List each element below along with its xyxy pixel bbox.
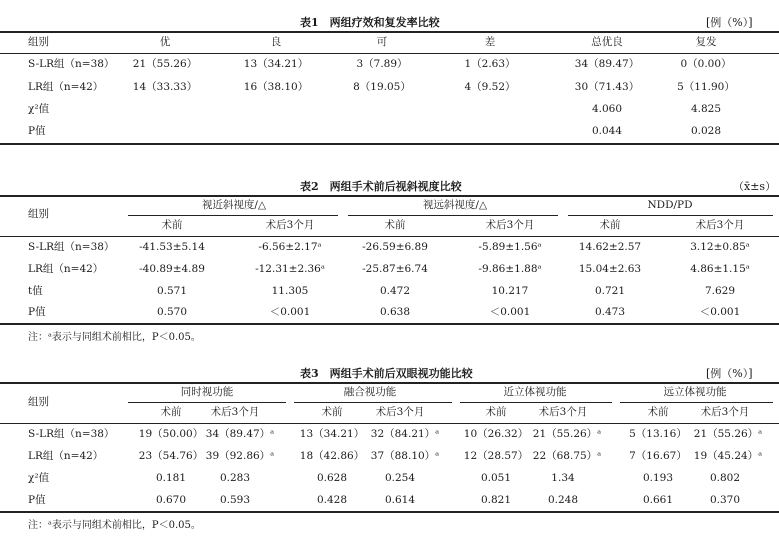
table3-colgroup: 融合视功能 [343, 386, 397, 398]
table3-cell: 10（26.32） [463, 428, 529, 440]
table2-colgroup-ndd: NDD/PD [647, 199, 693, 211]
table2-colgroup-rule [348, 215, 558, 216]
table3-cell: 21（55.26）ᵃ [693, 428, 763, 440]
table2-cell: 0.638 [379, 306, 411, 318]
table3-subheader: 术后3个月 [210, 406, 260, 418]
table2-note: 注：ᵃ表示与同组术前相比，P＜0.05。 [28, 332, 201, 343]
table3-cell: 0.821 [480, 494, 512, 506]
table1-cell: 0（0.00） [680, 58, 732, 70]
table3-colgroup-rule [460, 402, 612, 403]
table1-row-group: S-LR组（n=38） [28, 58, 115, 70]
table1-header-total-good: 总优良 [591, 36, 623, 48]
table1-bottom-rule [0, 143, 779, 145]
table2-colgroup-rule [128, 215, 338, 216]
table1-cell: 13（34.21） [243, 58, 309, 70]
table1-header-fair: 可 [376, 36, 388, 48]
table2-cell: 4.86±1.15ᵃ [690, 263, 750, 275]
table3-cell: 23（54.76） [138, 450, 204, 462]
table3-cell: 0.428 [316, 494, 348, 506]
table3-cell: 0.614 [384, 494, 416, 506]
table2-subheader: 术前 [599, 219, 621, 231]
table2-cell: 15.04±2.63 [578, 263, 642, 275]
table3-cell: 0.051 [480, 472, 512, 484]
table3-row-group: S-LR组（n=38） [28, 428, 115, 440]
table3-subheader: 术后3个月 [700, 406, 750, 418]
table2-cell: -40.89±4.89 [139, 263, 205, 275]
table3-note: 注：ᵃ表示与同组术前相比，P＜0.05。 [28, 520, 201, 531]
table1-header-group: 组别 [28, 36, 49, 48]
table2-cell: 0.570 [156, 306, 188, 318]
table2-cell: 0.472 [379, 285, 411, 297]
table1-cell: 4.060 [591, 103, 623, 115]
table3-cell: 13（34.21） [299, 428, 365, 440]
table3-cell: 22（68.75）ᵃ [532, 450, 602, 462]
table2-cell: 0.473 [594, 306, 626, 318]
table3-cell: 0.593 [219, 494, 251, 506]
table3-header-rule [0, 423, 779, 424]
table2-subheader: 术后3个月 [265, 219, 315, 231]
table3-cell: 0.370 [709, 494, 741, 506]
table3-colgroup: 远立体视功能 [663, 386, 727, 398]
table2-row-group: t值 [28, 285, 43, 297]
table3-cell: 39（92.86）ᵃ [205, 450, 275, 462]
table3-colgroup: 近立体视功能 [503, 386, 567, 398]
table1-unit: [例（%）] [706, 16, 753, 29]
table3-subheader: 术前 [160, 406, 182, 418]
table3-cell: 0.181 [155, 472, 187, 484]
table2-row-group: S-LR组（n=38） [28, 241, 115, 253]
table2-subheader: 术前 [161, 219, 183, 231]
table2-unit: （x̄±s） [733, 180, 777, 193]
table3-cell: 19（50.00） [138, 428, 204, 440]
table2-cell: 3.12±0.85ᵃ [690, 241, 750, 253]
table2-top-rule [0, 195, 779, 197]
table1-cell: 8（19.05） [353, 81, 411, 93]
table2-row-group: LR组（n=42） [28, 263, 104, 275]
table2-cell: 11.305 [271, 285, 309, 297]
table2-cell: 14.62±2.57 [578, 241, 642, 253]
table3-cell: 32（84.21）ᵃ [370, 428, 440, 440]
table3-cell: 0.628 [316, 472, 348, 484]
table1-cell: 4（9.52） [464, 81, 516, 93]
table3-row-group: P值 [28, 494, 46, 506]
table1-title: 表1 两组疗效和复发率比较 [300, 16, 440, 29]
table1-row-group: P值 [28, 125, 46, 137]
table2-cell: ＜0.001 [269, 306, 311, 318]
table2-colgroup-near: 视近斜视度/△ [201, 199, 267, 211]
table1-cell: 1（2.63） [464, 58, 516, 70]
table3-cell: 18（42.86） [299, 450, 365, 462]
table2-cell: -26.59±6.89 [362, 241, 428, 253]
table2-subheader: 术后3个月 [695, 219, 745, 231]
table3-cell: 0.248 [547, 494, 579, 506]
table3-title: 表3 两组手术前后双眼视功能比较 [300, 367, 473, 380]
table3-row-group: LR组（n=42） [28, 450, 104, 462]
table3-unit: [例（%）] [706, 367, 753, 380]
table3-cell: 37（88.10）ᵃ [370, 450, 440, 462]
table3-colgroup: 同时视功能 [180, 386, 234, 398]
table1-cell: 3（7.89） [356, 58, 408, 70]
table3-subheader: 术后3个月 [538, 406, 588, 418]
table1-cell: 14（33.33） [132, 81, 198, 93]
table1-header-poor: 差 [484, 36, 496, 48]
table3-cell: 0.670 [155, 494, 187, 506]
table1-cell: 0.044 [591, 125, 623, 137]
table3-cell: 19（45.24）ᵃ [693, 450, 763, 462]
table2-header-group: 组别 [28, 208, 49, 220]
table1-cell: 4.825 [690, 103, 722, 115]
table2-title: 表2 两组手术前后视斜视度比较 [300, 180, 462, 193]
table3-top-rule [0, 382, 779, 384]
table3-cell: 34（89.47）ᵃ [205, 428, 275, 440]
table3-cell: 7（16.67） [629, 450, 687, 462]
table2-cell: -5.89±1.56ᵃ [478, 241, 542, 253]
table2-cell: -12.31±2.36ᵃ [255, 263, 325, 275]
table2-header-rule [0, 236, 779, 237]
table3-cell: 21（55.26）ᵃ [532, 428, 602, 440]
table1-cell: 21（55.26） [132, 58, 198, 70]
table1-top-rule [0, 31, 779, 33]
table2-row-group: P值 [28, 306, 46, 318]
table3-cell: 12（28.57） [463, 450, 529, 462]
table1-cell: 0.028 [690, 125, 722, 137]
table1-row-group: LR组（n=42） [28, 81, 104, 93]
table2-cell: -6.56±2.17ᵃ [258, 241, 322, 253]
table2-cell: 10.217 [491, 285, 529, 297]
table3-subheader: 术前 [485, 406, 507, 418]
table3-cell: 0.802 [709, 472, 741, 484]
table2-cell: 7.629 [704, 285, 736, 297]
table2-cell: 0.571 [156, 285, 188, 297]
table3-row-group: χ²值 [28, 472, 50, 484]
table2-colgroup-far: 视远斜视度/△ [422, 199, 488, 211]
table3-cell: 5（13.16） [629, 428, 687, 440]
table3-colgroup-rule [128, 402, 286, 403]
table1-cell: 30（71.43） [574, 81, 640, 93]
table3-header-group: 组别 [28, 396, 49, 408]
table2-colgroup-rule [568, 215, 773, 216]
table3-colgroup-rule [294, 402, 452, 403]
table1-row-group: χ²值 [28, 103, 50, 115]
table3-cell: 0.661 [642, 494, 674, 506]
table2-cell: 0.721 [594, 285, 626, 297]
table2-cell: -41.53±5.14 [139, 241, 205, 253]
table3-bottom-rule [0, 511, 779, 513]
table3-cell: 0.193 [642, 472, 674, 484]
table1-header-excellent: 优 [159, 36, 171, 48]
table1-header-relapse: 复发 [695, 36, 717, 48]
table1-header-rule [0, 53, 779, 54]
table1-cell: 34（89.47） [574, 58, 640, 70]
table2-cell: ＜0.001 [489, 306, 531, 318]
table3-subheader: 术后3个月 [375, 406, 425, 418]
table2-cell: -9.86±1.88ᵃ [478, 263, 542, 275]
table2-bottom-rule [0, 323, 779, 325]
table3-colgroup-rule [620, 402, 773, 403]
table1-cell: 16（38.10） [243, 81, 309, 93]
table3-subheader: 术前 [647, 406, 669, 418]
table2-subheader: 术后3个月 [485, 219, 535, 231]
table2-subheader: 术前 [384, 219, 406, 231]
table1-cell: 5（11.90） [677, 81, 735, 93]
table2-cell: ＜0.001 [699, 306, 741, 318]
table3-cell: 1.34 [551, 472, 575, 484]
table3-subheader: 术前 [321, 406, 343, 418]
table3-cell: 0.254 [384, 472, 416, 484]
table1-header-good: 良 [270, 36, 282, 48]
table3-cell: 0.283 [219, 472, 251, 484]
table2-cell: -25.87±6.74 [362, 263, 428, 275]
